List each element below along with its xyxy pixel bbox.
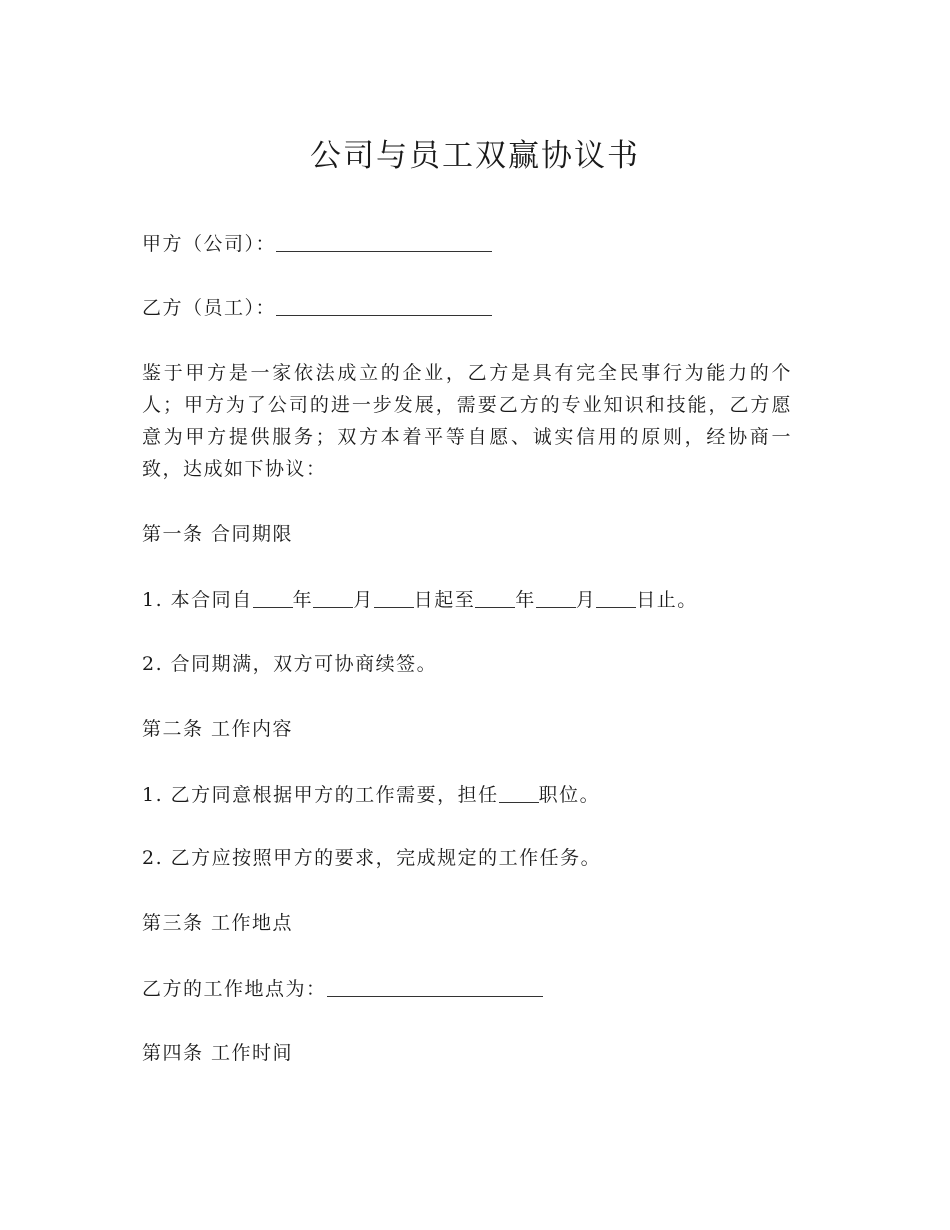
end-day-blank [596,587,636,608]
article3-heading: 第三条 工作地点 [142,912,294,934]
start-month-blank [313,587,353,608]
start-year-blank [253,587,293,608]
article1-heading: 第一条 合同期限 [142,523,294,545]
end-year-blank [475,587,515,608]
party-a-blank [276,231,492,252]
article2-heading: 第二条 工作内容 [142,718,294,740]
article1-item1-prefix: 1. 本合同自 [142,589,253,611]
preamble-paragraph: 鉴于甲方是一家依法成立的企业，乙方是具有完全民事行为能力的个人；甲方为了公司的进一步发展，需要乙方的专业知识和技能，乙方愿意为甲方提供服务；双方本着平等自愿、诚实信用的原则，经协商一致，达成如下协议： [142,362,792,480]
day-end-label: 日止。 [636,589,698,611]
month-label: 月 [353,589,374,611]
document-title: 公司与员工双赢协议书 [310,138,640,174]
day-from-label: 日起至 [413,589,476,611]
article1-item1 [142,585,698,615]
party-a-label: 甲方（公司）： [142,233,277,255]
year-label: 年 [515,589,536,611]
end-month-blank [536,587,576,608]
article2-item1-suffix: 职位。 [538,784,601,806]
party-a-line [142,229,492,259]
party-b-label: 乙方（员工）： [142,297,277,319]
month-label: 月 [575,589,597,611]
party-b-blank [276,295,492,316]
article2-item1 [142,780,600,810]
work-location-line [142,974,543,1004]
start-day-blank [374,587,414,608]
position-blank [499,782,539,803]
work-location-blank [327,976,543,997]
work-location-label: 乙方的工作地点为： [142,978,327,1000]
year-label: 年 [292,589,314,611]
party-b-line [142,293,492,323]
article2-item1-prefix: 1. 乙方同意根据甲方的工作需要，担任 [142,784,499,806]
article4-heading: 第四条 工作时间 [142,1042,294,1064]
article1-item2: 2. 合同期满，双方可协商续签。 [142,653,438,675]
article2-item2: 2. 乙方应按照甲方的要求，完成规定的工作任务。 [142,847,602,869]
